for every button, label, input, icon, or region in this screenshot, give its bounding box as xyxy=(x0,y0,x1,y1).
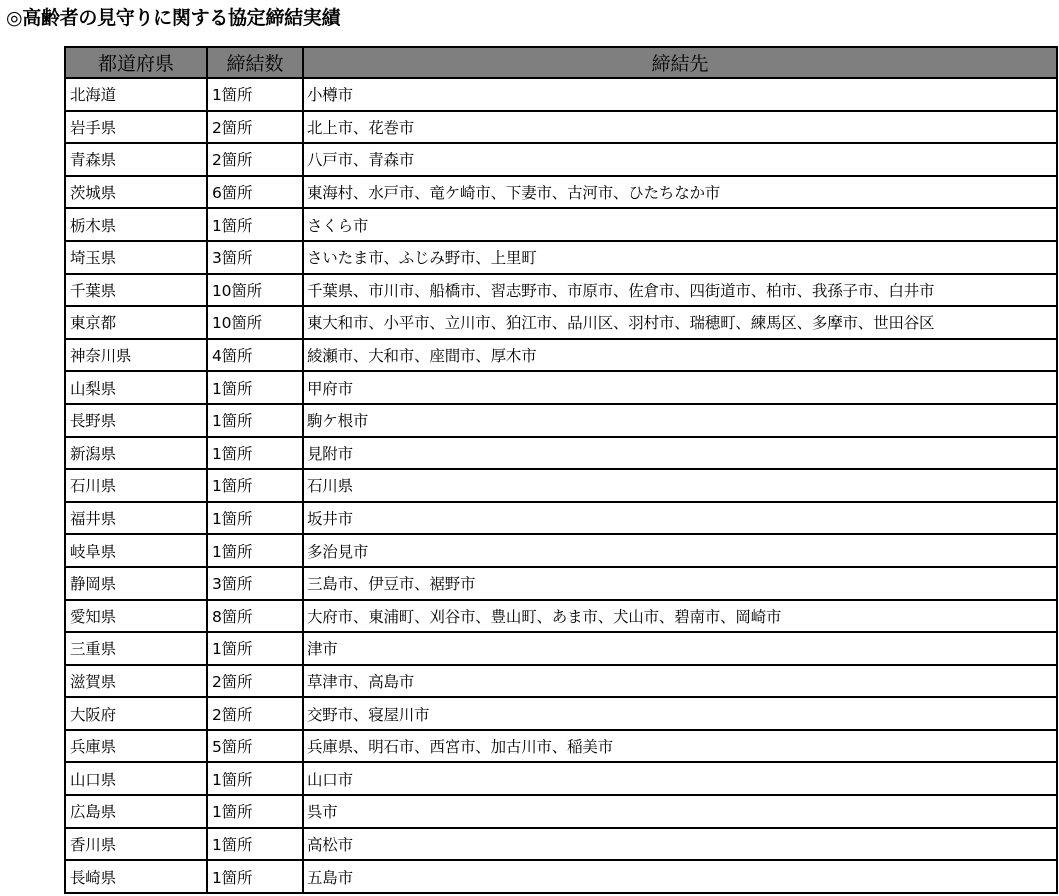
cell-prefecture: 埼玉県 xyxy=(65,241,207,274)
table-row xyxy=(65,697,1057,730)
cell-count: 2箇所 xyxy=(207,665,303,698)
cell-prefecture: 山梨県 xyxy=(65,371,207,404)
cell-partners: 東大和市、小平市、立川市、狛江市、品川区、羽村市、瑞穂町、練馬区、多摩市、世田谷区 xyxy=(303,306,1057,339)
cell-partners: 兵庫県、明石市、西宮市、加古川市、稲美市 xyxy=(303,730,1057,763)
cell-count: 10箇所 xyxy=(207,306,303,339)
table-row xyxy=(65,469,1057,502)
table-row xyxy=(65,730,1057,763)
cell-count: 10箇所 xyxy=(207,274,303,307)
cell-partners: 東海村、水戸市、竜ケ崎市、下妻市、古河市、ひたちなか市 xyxy=(303,176,1057,209)
cell-partners: 見附市 xyxy=(303,437,1057,470)
cell-prefecture: 広島県 xyxy=(65,795,207,828)
cell-count: 3箇所 xyxy=(207,241,303,274)
table-row xyxy=(65,78,1057,111)
cell-count: 1箇所 xyxy=(207,828,303,861)
cell-count: 8箇所 xyxy=(207,600,303,633)
cell-count: 1箇所 xyxy=(207,632,303,665)
cell-prefecture: 青森県 xyxy=(65,143,207,176)
cell-count: 1箇所 xyxy=(207,795,303,828)
cell-count: 2箇所 xyxy=(207,143,303,176)
header-partners: 締結先 xyxy=(303,47,1057,78)
table-row xyxy=(65,176,1057,209)
cell-prefecture: 長崎県 xyxy=(65,860,207,893)
cell-partners: 草津市、高島市 xyxy=(303,665,1057,698)
cell-count: 1箇所 xyxy=(207,208,303,241)
cell-partners: 三島市、伊豆市、裾野市 xyxy=(303,567,1057,600)
cell-partners: 呉市 xyxy=(303,795,1057,828)
table-row xyxy=(65,632,1057,665)
cell-count: 1箇所 xyxy=(207,469,303,502)
cell-prefecture: 香川県 xyxy=(65,828,207,861)
cell-prefecture: 新潟県 xyxy=(65,437,207,470)
cell-partners: 八戸市、青森市 xyxy=(303,143,1057,176)
table-header-row xyxy=(65,47,1057,78)
table-row xyxy=(65,404,1057,437)
cell-prefecture: 北海道 xyxy=(65,78,207,111)
header-prefecture: 都道府県 xyxy=(65,47,207,78)
table-row xyxy=(65,208,1057,241)
cell-prefecture: 東京都 xyxy=(65,306,207,339)
cell-count: 4箇所 xyxy=(207,339,303,372)
table-row xyxy=(65,860,1057,893)
cell-count: 3箇所 xyxy=(207,567,303,600)
table-row xyxy=(65,534,1057,567)
table-row xyxy=(65,437,1057,470)
cell-count: 1箇所 xyxy=(207,371,303,404)
cell-prefecture: 神奈川県 xyxy=(65,339,207,372)
table-row xyxy=(65,241,1057,274)
cell-prefecture: 愛知県 xyxy=(65,600,207,633)
cell-partners: さいたま市、ふじみ野市、上里町 xyxy=(303,241,1057,274)
cell-partners: 綾瀬市、大和市、座間市、厚木市 xyxy=(303,339,1057,372)
table-row xyxy=(65,665,1057,698)
cell-partners: 北上市、花巻市 xyxy=(303,111,1057,144)
agreements-table xyxy=(64,46,1058,894)
cell-partners: 五島市 xyxy=(303,860,1057,893)
cell-prefecture: 滋賀県 xyxy=(65,665,207,698)
cell-partners: 高松市 xyxy=(303,828,1057,861)
cell-prefecture: 山口県 xyxy=(65,762,207,795)
cell-partners: 交野市、寝屋川市 xyxy=(303,697,1057,730)
table-row xyxy=(65,111,1057,144)
cell-partners: 津市 xyxy=(303,632,1057,665)
cell-prefecture: 岩手県 xyxy=(65,111,207,144)
cell-count: 6箇所 xyxy=(207,176,303,209)
cell-partners: 坂井市 xyxy=(303,502,1057,535)
cell-prefecture: 兵庫県 xyxy=(65,730,207,763)
page-title: ◎高齢者の見守りに関する協定締結実績 xyxy=(6,7,341,29)
cell-partners: 多治見市 xyxy=(303,534,1057,567)
cell-prefecture: 千葉県 xyxy=(65,274,207,307)
header-count: 締結数 xyxy=(207,47,303,78)
cell-prefecture: 栃木県 xyxy=(65,208,207,241)
cell-count: 1箇所 xyxy=(207,502,303,535)
cell-partners: 山口市 xyxy=(303,762,1057,795)
cell-partners: 小樽市 xyxy=(303,78,1057,111)
cell-count: 1箇所 xyxy=(207,762,303,795)
cell-prefecture: 石川県 xyxy=(65,469,207,502)
table-row xyxy=(65,762,1057,795)
cell-prefecture: 大阪府 xyxy=(65,697,207,730)
cell-count: 5箇所 xyxy=(207,730,303,763)
cell-prefecture: 静岡県 xyxy=(65,567,207,600)
table-row xyxy=(65,306,1057,339)
cell-prefecture: 長野県 xyxy=(65,404,207,437)
table-row xyxy=(65,567,1057,600)
cell-prefecture: 岐阜県 xyxy=(65,534,207,567)
table-row xyxy=(65,600,1057,633)
table-row xyxy=(65,371,1057,404)
cell-partners: 大府市、東浦町、刈谷市、豊山町、あま市、犬山市、碧南市、岡崎市 xyxy=(303,600,1057,633)
cell-count: 2箇所 xyxy=(207,697,303,730)
cell-count: 1箇所 xyxy=(207,860,303,893)
table-row xyxy=(65,502,1057,535)
cell-count: 1箇所 xyxy=(207,437,303,470)
table-row xyxy=(65,274,1057,307)
cell-partners: 千葉県、市川市、船橋市、習志野市、市原市、佐倉市、四街道市、柏市、我孫子市、白井市 xyxy=(303,274,1057,307)
cell-count: 1箇所 xyxy=(207,78,303,111)
cell-count: 1箇所 xyxy=(207,534,303,567)
cell-prefecture: 茨城県 xyxy=(65,176,207,209)
cell-partners: 石川県 xyxy=(303,469,1057,502)
table-row xyxy=(65,339,1057,372)
cell-partners: 甲府市 xyxy=(303,371,1057,404)
cell-prefecture: 三重県 xyxy=(65,632,207,665)
cell-prefecture: 福井県 xyxy=(65,502,207,535)
table-body xyxy=(65,78,1057,893)
table-row xyxy=(65,795,1057,828)
cell-count: 2箇所 xyxy=(207,111,303,144)
table-row xyxy=(65,828,1057,861)
cell-count: 1箇所 xyxy=(207,404,303,437)
cell-partners: 駒ケ根市 xyxy=(303,404,1057,437)
table-row xyxy=(65,143,1057,176)
cell-partners: さくら市 xyxy=(303,208,1057,241)
